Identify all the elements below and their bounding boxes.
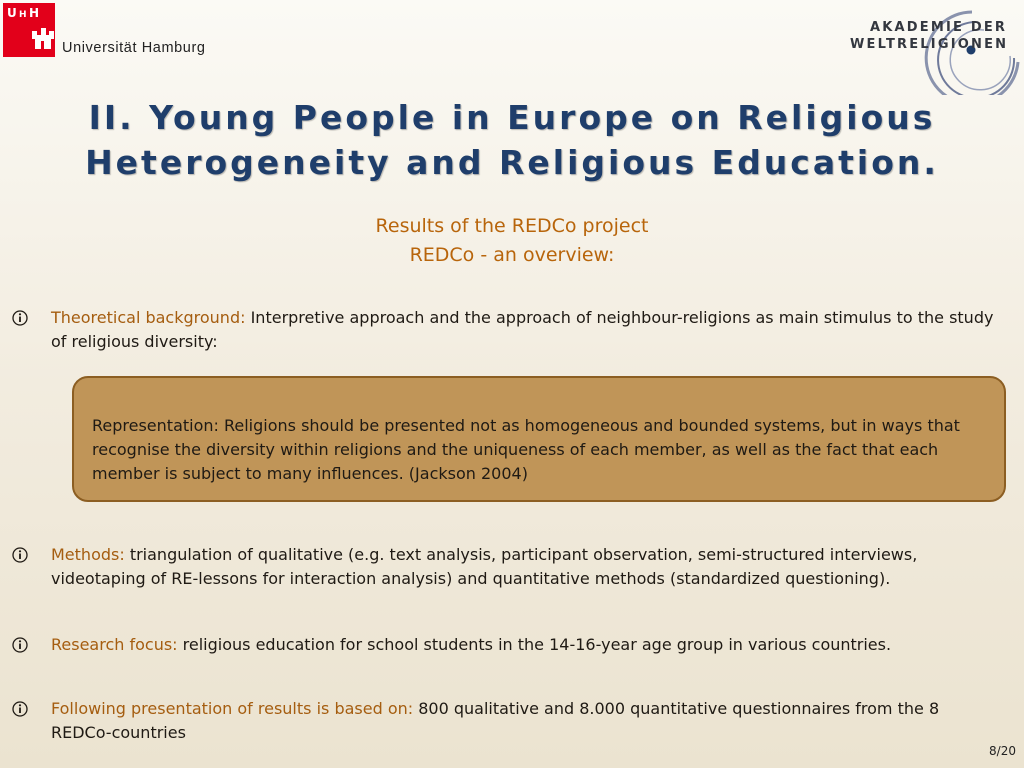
info-bullet-icon	[12, 547, 28, 563]
hamburg-castle-icon	[3, 3, 55, 57]
bullet-presentation-basis	[12, 697, 1002, 745]
representation-callout	[72, 376, 1006, 502]
callout-text: : Religions should be presented not as homogeneous and bounded systems, but in ways that recognise the diversity within religions and the uniqueness of each member, as well as the fact that each member is subject to many influences. (Jackson 2004)	[92, 416, 960, 483]
bullet-theoretical-background	[12, 306, 1002, 354]
bullet-text: 800 qualitative and 8.000 quantitative questionnaires from the 8 REDCo-countries	[51, 699, 940, 742]
akademie-logo	[844, 0, 1024, 95]
uhh-logo-mark	[3, 3, 55, 57]
bullet-lead: Theoretical background:	[51, 308, 246, 327]
akademie-name-line1: AKADEMIE DER	[870, 20, 1008, 35]
subtitle-line2: REDCo - an overview:	[409, 244, 615, 266]
akademie-name-line2: WELTRELIGIONEN	[850, 37, 1009, 52]
subtitle-line1: Results of the REDCo project	[375, 215, 649, 237]
page-number: 8/20	[989, 744, 1016, 758]
bullet-research-focus	[12, 633, 1002, 657]
svg-text:U: U	[7, 6, 17, 20]
callout-lead: Representation	[92, 416, 214, 435]
university-name: Universität Hamburg	[62, 40, 206, 56]
slide-subtitle	[0, 212, 1024, 270]
bullet-text: Interpretive approach and the approach of neighbour-religions as main stimulus to the study of religious diversity:	[51, 308, 994, 351]
bullet-lead: Methods:	[51, 545, 125, 564]
svg-text:H: H	[19, 10, 27, 20]
bullet-lead: Following presentation of results is based on:	[51, 699, 414, 718]
info-bullet-icon	[12, 637, 28, 653]
bullet-text: religious education for school students in the 14-16-year age group in various countries.	[177, 635, 892, 654]
info-bullet-icon	[12, 701, 28, 717]
bullet-lead: Research focus:	[51, 635, 178, 654]
svg-text:H: H	[29, 6, 40, 20]
slide-title	[0, 95, 1024, 185]
slide-title-line2: Heterogeneity and Religious Education.	[85, 143, 939, 182]
bullet-methods	[12, 543, 1002, 591]
uhh-logo	[0, 0, 226, 62]
slide-title-line1: II. Young People in Europe on Religious	[88, 98, 936, 137]
info-bullet-icon	[12, 310, 28, 326]
bullet-text: triangulation of qualitative (e.g. text analysis, participant observation, semi-structured interviews, videotaping of RE-lessons for interaction analysis) and quantitative methods (standardized questioning).	[51, 545, 918, 588]
